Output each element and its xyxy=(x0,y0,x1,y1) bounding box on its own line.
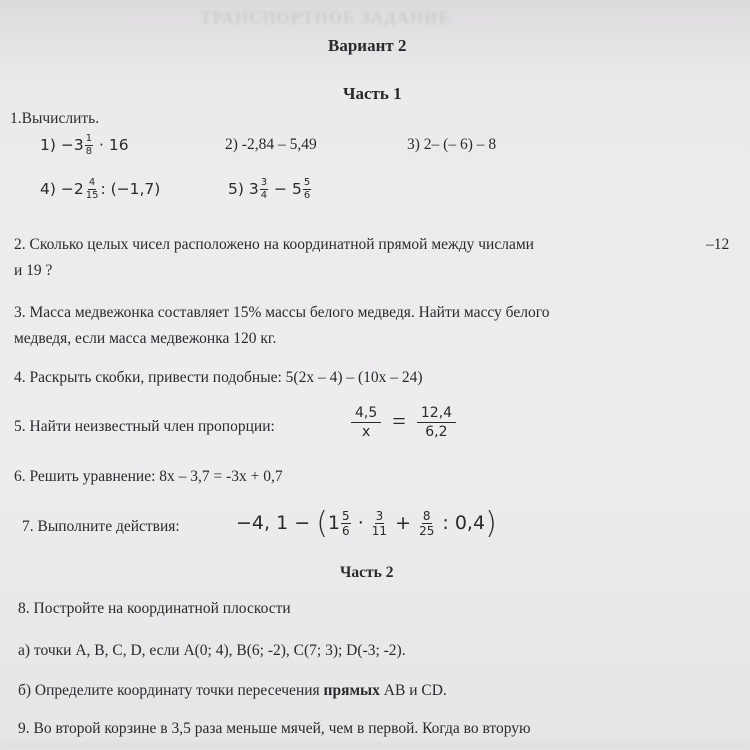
bleed-through-text: ТРАНСПОРТНОЕ ЗАДАНИЕ xyxy=(200,8,451,27)
text-part: AB и CD. xyxy=(383,682,447,699)
task1-item5 xyxy=(228,178,312,201)
fraction: $\frac{3}{11}$ xyxy=(371,509,388,538)
fraction: $\frac{3}{4}$ xyxy=(260,177,268,201)
task1-item2 xyxy=(225,136,317,154)
task3-line2: медведя, если масса медвежонка 120 кг. xyxy=(14,330,277,347)
expr-part: : (−1,7) xyxy=(100,180,161,198)
left-fraction: $\frac{4,5}{x}$ xyxy=(351,404,381,441)
variant-title: Вариант 2 xyxy=(328,36,407,55)
item-number: 2) xyxy=(225,136,238,153)
task8-heading: 8. Постройте на координатной плоскости xyxy=(18,600,291,617)
expr-part: · 16 xyxy=(99,136,129,154)
expr-part: −2 xyxy=(60,180,84,198)
item-number: 4) xyxy=(40,180,56,198)
task1-item4 xyxy=(40,178,160,201)
right-fraction: $\frac{12,4}{6,2}$ xyxy=(417,404,456,441)
equals-sign: = xyxy=(392,409,406,435)
fraction: $\frac{5}{6}$ xyxy=(303,177,311,201)
expr-part: · xyxy=(357,512,364,534)
item-number: 5) xyxy=(228,180,244,198)
task1-item3 xyxy=(407,136,496,154)
expr-part: 2– (– 6) – 8 xyxy=(423,136,497,153)
task5-proportion xyxy=(350,404,457,441)
fraction: $\frac{4}{15}$ xyxy=(85,177,99,201)
expr-part: -2,84 – 5,49 xyxy=(241,136,317,153)
task2-number: –12 xyxy=(706,236,730,253)
task2-line2: и 19 ? xyxy=(14,262,53,279)
task9-line1: 9. Во второй корзине в 3,5 раза меньше мячей, чем в первой. Когда во вторую xyxy=(18,720,531,737)
task1-heading: 1.Вычислить. xyxy=(10,110,100,127)
cut-off-next-line xyxy=(0,741,750,750)
task8-a: а) точки A, B, C, D, если A(0; 4), B(6; -2), C(7; 3); D(-3; -2). xyxy=(18,642,406,659)
expr-part: 1 xyxy=(327,512,340,534)
task2-line1: 2. Сколько целых чисел расположено на координатной прямой между числами xyxy=(14,236,534,253)
task6-text: 6. Решить уравнение: 8x – 3,7 = -3x + 0,7 xyxy=(14,468,283,485)
fraction: $\frac{8}{25}$ xyxy=(419,509,435,538)
task4-text: 4. Раскрыть скобки, привести подобные: 5(2x – 4) – (10x – 24) xyxy=(14,369,423,386)
task7-expression xyxy=(236,506,497,541)
open-paren: ( xyxy=(316,506,328,541)
task3-line1: 3. Масса медвежонка составляет 15% массы белого медведя. Найти массу белого xyxy=(14,304,550,321)
task1-item1 xyxy=(40,134,129,157)
expr-part: −3 xyxy=(60,136,84,154)
part1-title: Часть 1 xyxy=(343,84,402,103)
task5-text: 5. Найти неизвестный член пропорции: xyxy=(14,418,275,435)
task8-b xyxy=(18,682,447,700)
expr-part: − 5 xyxy=(274,180,302,198)
expr-part: −4, 1 − xyxy=(236,512,311,534)
item-number: 1) xyxy=(40,136,56,154)
close-paren: ) xyxy=(485,506,497,541)
item-number: 3) xyxy=(407,136,420,153)
part2-title: Часть 2 xyxy=(340,564,394,581)
bold-text: прямых xyxy=(323,682,380,699)
text-part: б) Определите координату точки пересечения xyxy=(18,682,320,699)
task7-text: 7. Выполните действия: xyxy=(22,518,180,535)
expr-part: : 0,4 xyxy=(442,512,486,534)
fraction: $\frac{1}{8}$ xyxy=(85,133,93,157)
fraction: $\frac{5}{6}$ xyxy=(342,509,350,538)
expr-part: + xyxy=(395,512,412,534)
expr-part: 3 xyxy=(248,180,259,198)
